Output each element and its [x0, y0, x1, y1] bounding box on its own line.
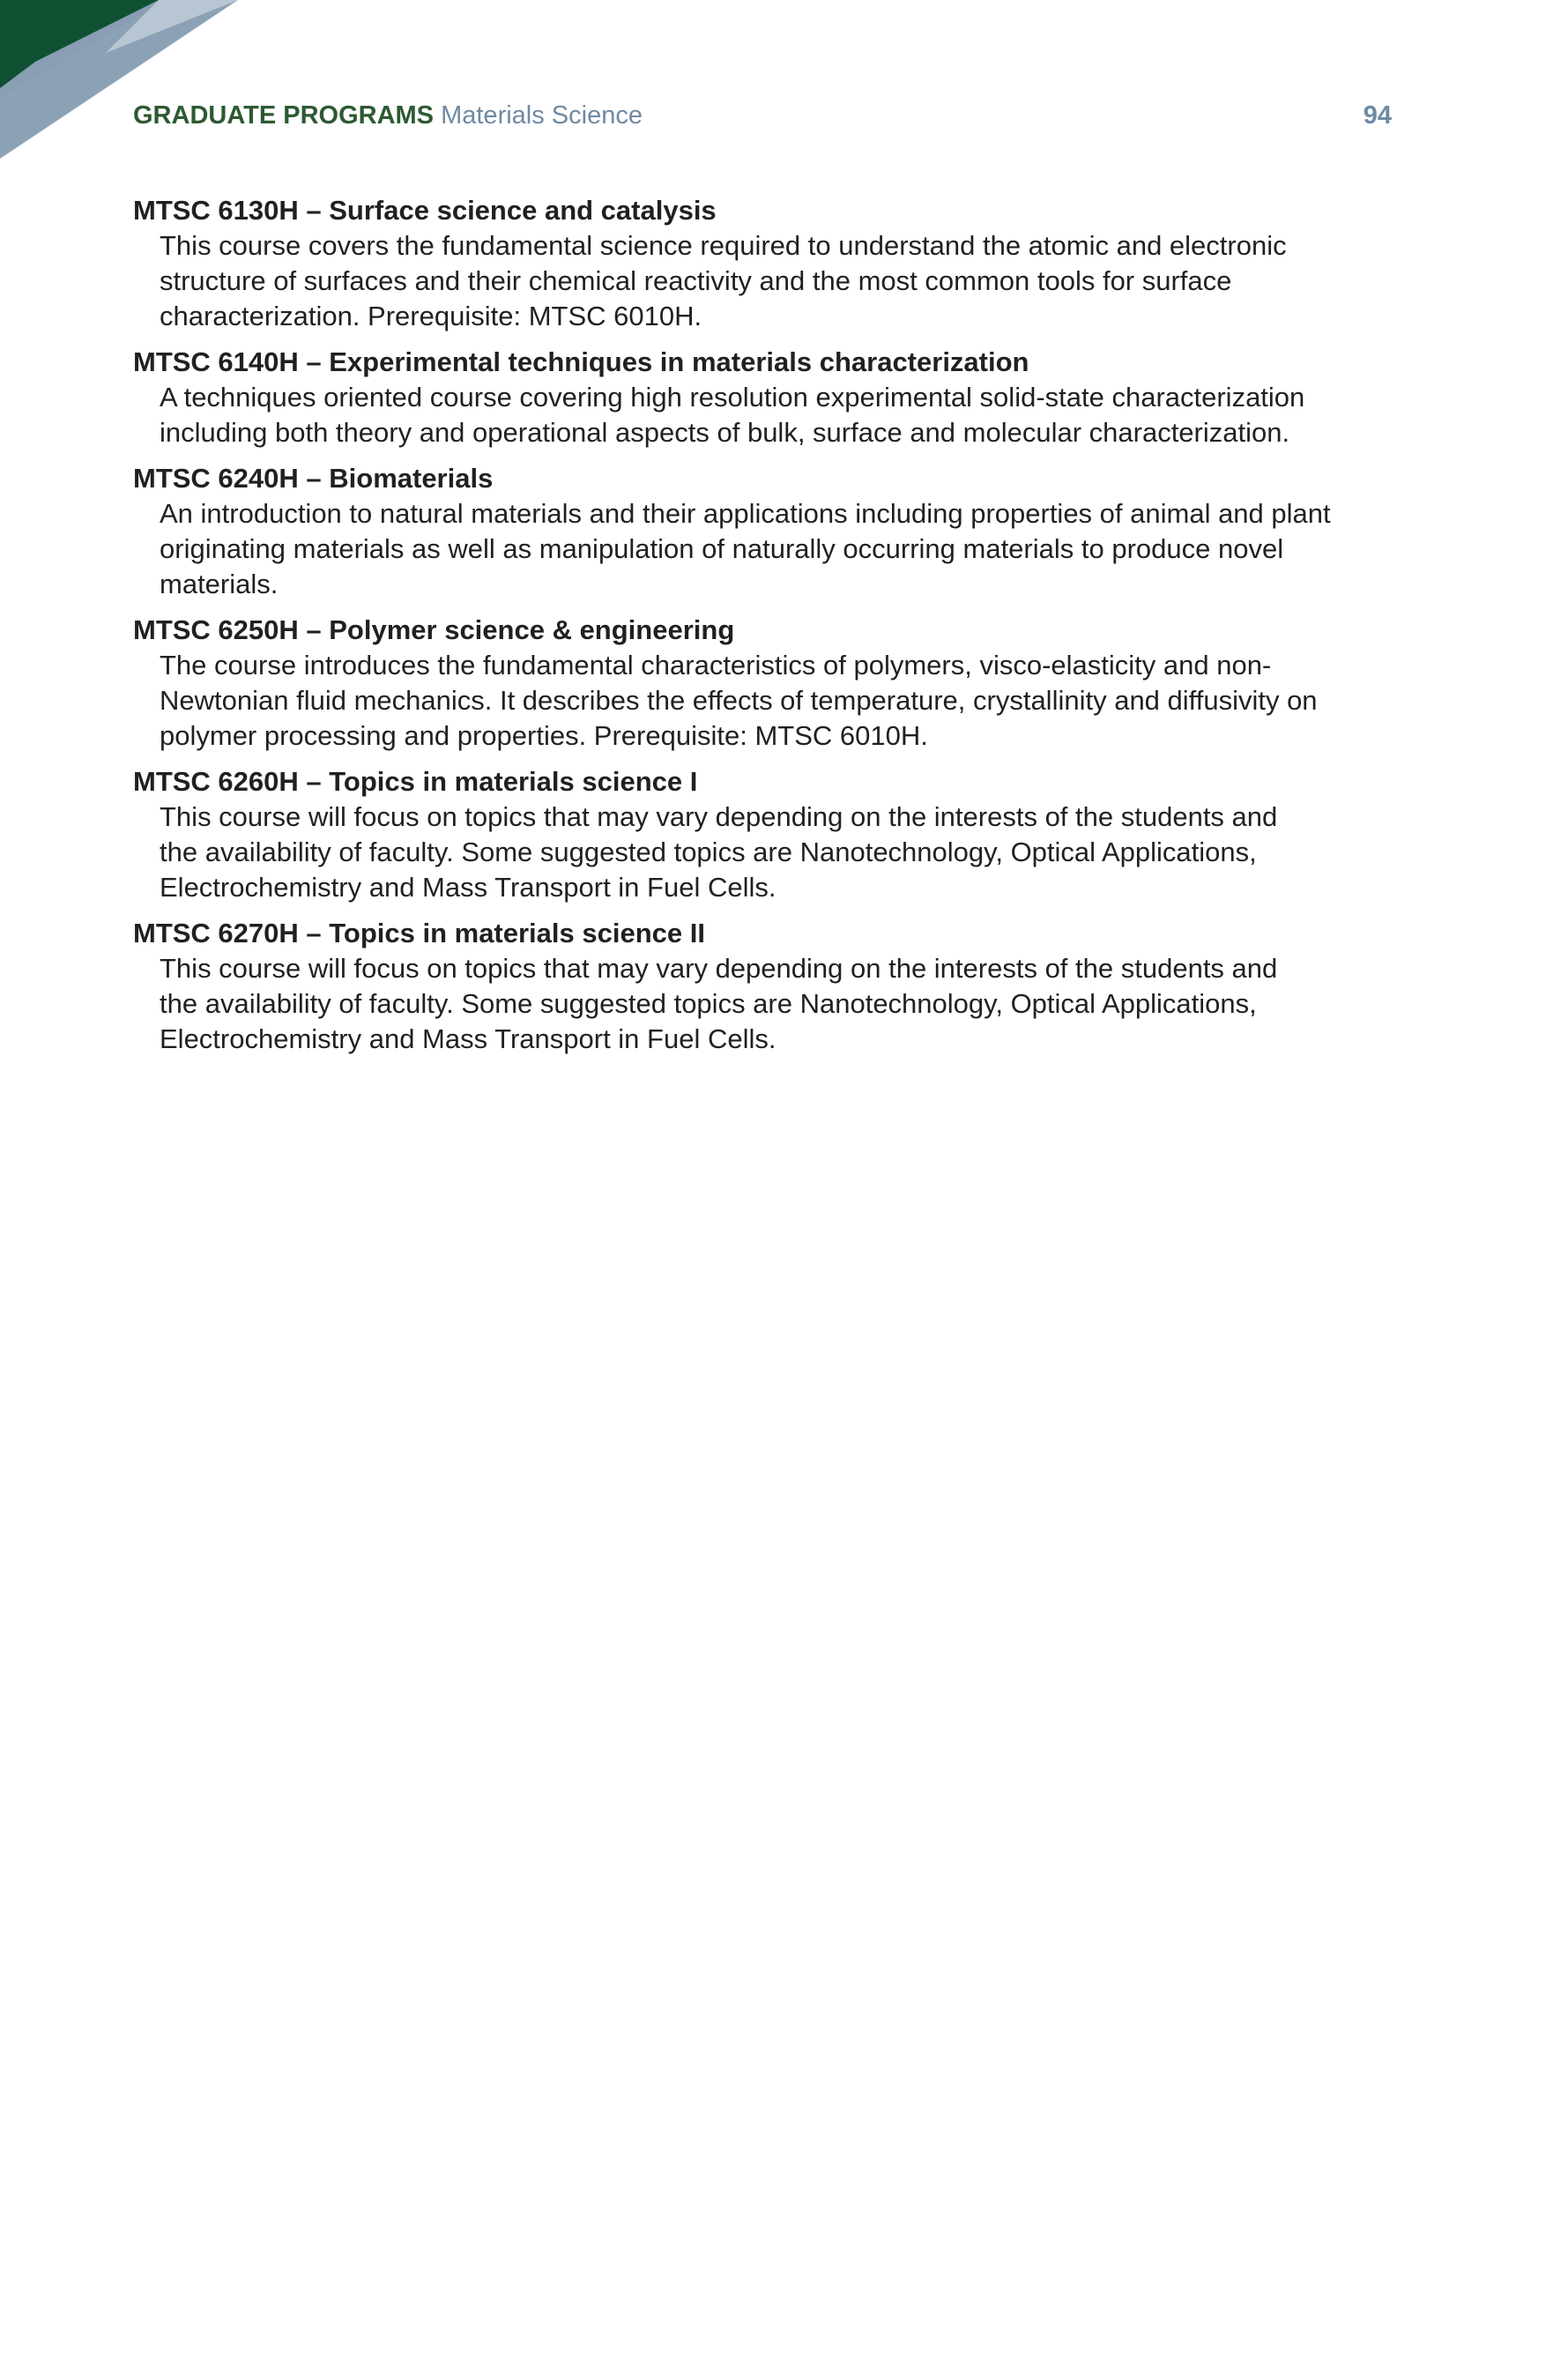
description-line: An introduction to natural materials and their applications including properties of animal and plant: [160, 498, 1331, 529]
description-line: This course covers the fundamental science required to understand the atomic and electronic: [160, 230, 1287, 261]
course-description: [160, 800, 1402, 905]
course-title: MTSC 6250H – Polymer science & engineering: [133, 614, 735, 645]
description-line: Newtonian fluid mechanics. It describes the effects of temperature, crystallinity and diffusivity on: [160, 685, 1318, 716]
course-entry: [133, 612, 1402, 754]
page-number: 94: [1363, 101, 1392, 130]
description-line: Electrochemistry and Mass Transport in Fuel Cells.: [160, 1023, 776, 1054]
description-line: A techniques oriented course covering high resolution experimental solid-state characterization: [160, 382, 1305, 413]
header-subsection-label: Materials Science: [441, 101, 643, 130]
course-entry: [133, 915, 1402, 1057]
course-description: [160, 951, 1402, 1057]
description-line: structure of surfaces and their chemical reactivity and the most common tools for surface: [160, 265, 1232, 296]
description-line: including both theory and operational aspects of bulk, surface and molecular characterization.: [160, 417, 1290, 448]
course-description: [160, 648, 1402, 754]
corner-decoration: [0, 0, 264, 159]
course-title: MTSC 6140H – Experimental techniques in materials characterization: [133, 346, 1029, 377]
description-line: materials.: [160, 569, 279, 599]
course-entry: [133, 192, 1402, 334]
course-entry: [133, 460, 1402, 602]
description-line: the availability of faculty. Some suggested topics are Nanotechnology, Optical Applications,: [160, 837, 1257, 867]
course-description: [160, 380, 1402, 450]
description-line: Electrochemistry and Mass Transport in Fuel Cells.: [160, 872, 776, 903]
description-line: polymer processing and properties. Prerequisite: MTSC 6010H.: [160, 720, 928, 751]
course-description: [160, 228, 1402, 334]
description-line: This course will focus on topics that may vary depending on the interests of the students and: [160, 801, 1278, 832]
running-header: [133, 98, 1392, 133]
description-line: originating materials as well as manipulation of naturally occurring materials to produce novel: [160, 533, 1284, 564]
course-entry: [133, 344, 1402, 450]
description-line: This course will focus on topics that may vary depending on the interests of the students and: [160, 953, 1278, 984]
course-description: [160, 496, 1402, 602]
header-section-label: GRADUATE PROGRAMS: [133, 101, 435, 130]
course-title: MTSC 6260H – Topics in materials science I: [133, 766, 698, 797]
course-title: MTSC 6270H – Topics in materials science II: [133, 918, 705, 948]
course-entry: [133, 763, 1402, 905]
course-list: [133, 192, 1402, 1067]
course-title: MTSC 6240H – Biomaterials: [133, 463, 494, 494]
description-line: characterization. Prerequisite: MTSC 6010H.: [160, 301, 702, 331]
description-line: The course introduces the fundamental characteristics of polymers, visco-elasticity and non-: [160, 650, 1272, 681]
course-title: MTSC 6130H – Surface science and catalysis: [133, 195, 717, 226]
description-line: the availability of faculty. Some suggested topics are Nanotechnology, Optical Applications,: [160, 988, 1257, 1019]
